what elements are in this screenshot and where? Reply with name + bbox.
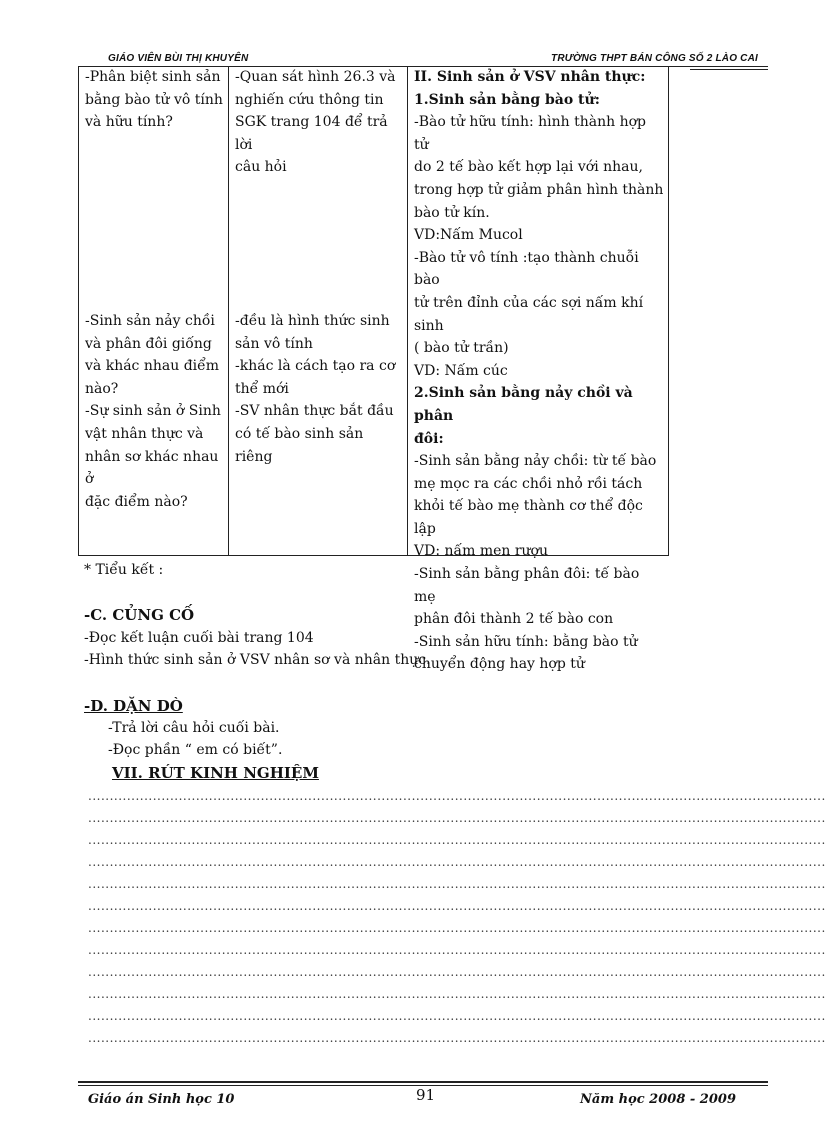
question-budding-fission: -Sinh sản nảy chồi và phân đôi giống và khác nhau điểm nào? -Sự sinh sản ở Sinh vật nhân thực và nhân sơ khác nhau ở đặc điểm nào? (85, 313, 221, 510)
footer-school-year: Năm học 2008 - 2009 (580, 1092, 736, 1107)
dotted-line: ........................................................................................................................................................................... (88, 1031, 826, 1045)
dotted-line: ........................................................................................................................................................................... (88, 921, 826, 935)
dotted-line: ........................................................................................................................................................................... (88, 899, 826, 913)
section-c-line-1: -Đọc kết luận cuối bài trang 104 (84, 630, 314, 646)
activity-observe-figure: -Quan sát hình 26.3 và nghiến cứu thông tin SGK trang 104 để trả lời câu hỏi (235, 69, 396, 176)
dotted-line: ........................................................................................................................................................................... (88, 855, 826, 869)
dotted-line: ........................................................................................................................................................................... (88, 1009, 826, 1023)
dotted-line: ........................................................................................................................................................................... (88, 877, 826, 891)
section-d-line-1: -Trả lời câu hỏi cuối bài. (108, 720, 280, 736)
dotted-line: ........................................................................................................................................................................... (88, 987, 826, 1001)
table-column-content (407, 66, 669, 673)
section-d-line-2: -Đọc phần “ em có biết”. (108, 742, 283, 758)
header-teacher-name: GIÁO VIÊN BÙI THỊ KHUYÊN (108, 53, 249, 64)
summary-label: * Tiểu kết : (84, 562, 164, 578)
dotted-line: ........................................................................................................................................................................... (88, 943, 826, 957)
section-c-title: -C. CỦNG CỐ (84, 606, 195, 624)
dotted-line: ........................................................................................................................................................................... (88, 833, 826, 847)
content-eukaryote-reproduction: II. Sinh sản ở VSV nhân thực: 1.Sinh sản bằng bào tử: -Bào tử hữu tính: hình thành hợp tử do 2 tế bào kết hợp lại với nhau, trong hợp tử giảm phân hình thành bào tử kín. VD:Nấm Mucol -Bào tử vô tính :tạo thành chuỗi bào tử trên đỉnh của các sợi nấm khí sinh ( bào tử trần) VD: Nấm cúc 2.Sinh sản bằng nảy chồi và phân đôi: -Sinh sản bằng nảy chồi: từ tế bào mẹ mọc ra các chồi nhỏ rồi tách khỏi tế bào mẹ thành cơ thể độc lập VD: nấm men rượu -Sinh sản bằng phân đôi: tế bào mẹ phân đôi thành 2 tế bào con -Sinh sản hữu tính: bằng bào tử chuyển động hay hợp tử (414, 66, 664, 676)
activity-answers: -đều là hình thức sinh sản vô tính -khác là cách tạo ra cơ thể mới -SV nhân thực bắt đầu có tế bào sinh sản riêng (235, 313, 396, 465)
section-d-title: -D. DẶN DÒ (84, 697, 183, 715)
footer-subject: Giáo án Sinh học 10 (88, 1092, 235, 1107)
dotted-line: ........................................................................................................................................................................... (88, 811, 826, 825)
content-heading-spores: 1.Sinh sản bằng bào tử: (414, 91, 600, 108)
section-vii-title: VII. RÚT KINH NGHIỆM (112, 764, 319, 782)
table-column-questions (78, 66, 229, 556)
page-number: 91 (416, 1086, 436, 1104)
table-column-activities (228, 66, 408, 556)
header-school-name: TRƯỜNG THPT BÁN CÔNG SỐ 2 LÀO CAI (551, 53, 758, 64)
content-heading-section-ii: II. Sinh sản ở VSV nhân thực: (414, 69, 646, 85)
dotted-line: ........................................................................................................................................................................... (88, 965, 826, 979)
content-heading-budding: 2.Sinh sản bằng nảy chồi và phân (414, 385, 633, 424)
header-rule-short (690, 69, 768, 70)
table-bottom-border (78, 555, 668, 556)
footer-rule (78, 1081, 768, 1083)
dotted-line: ........................................................................................................................................................................... (88, 789, 826, 803)
question-spore-reproduction: -Phân biệt sinh sản bằng bào tử vô tính và hữu tính? (85, 69, 223, 131)
section-c-line-2: -Hình thức sinh sản ở VSV nhân sơ và nhân thực. (84, 652, 431, 668)
